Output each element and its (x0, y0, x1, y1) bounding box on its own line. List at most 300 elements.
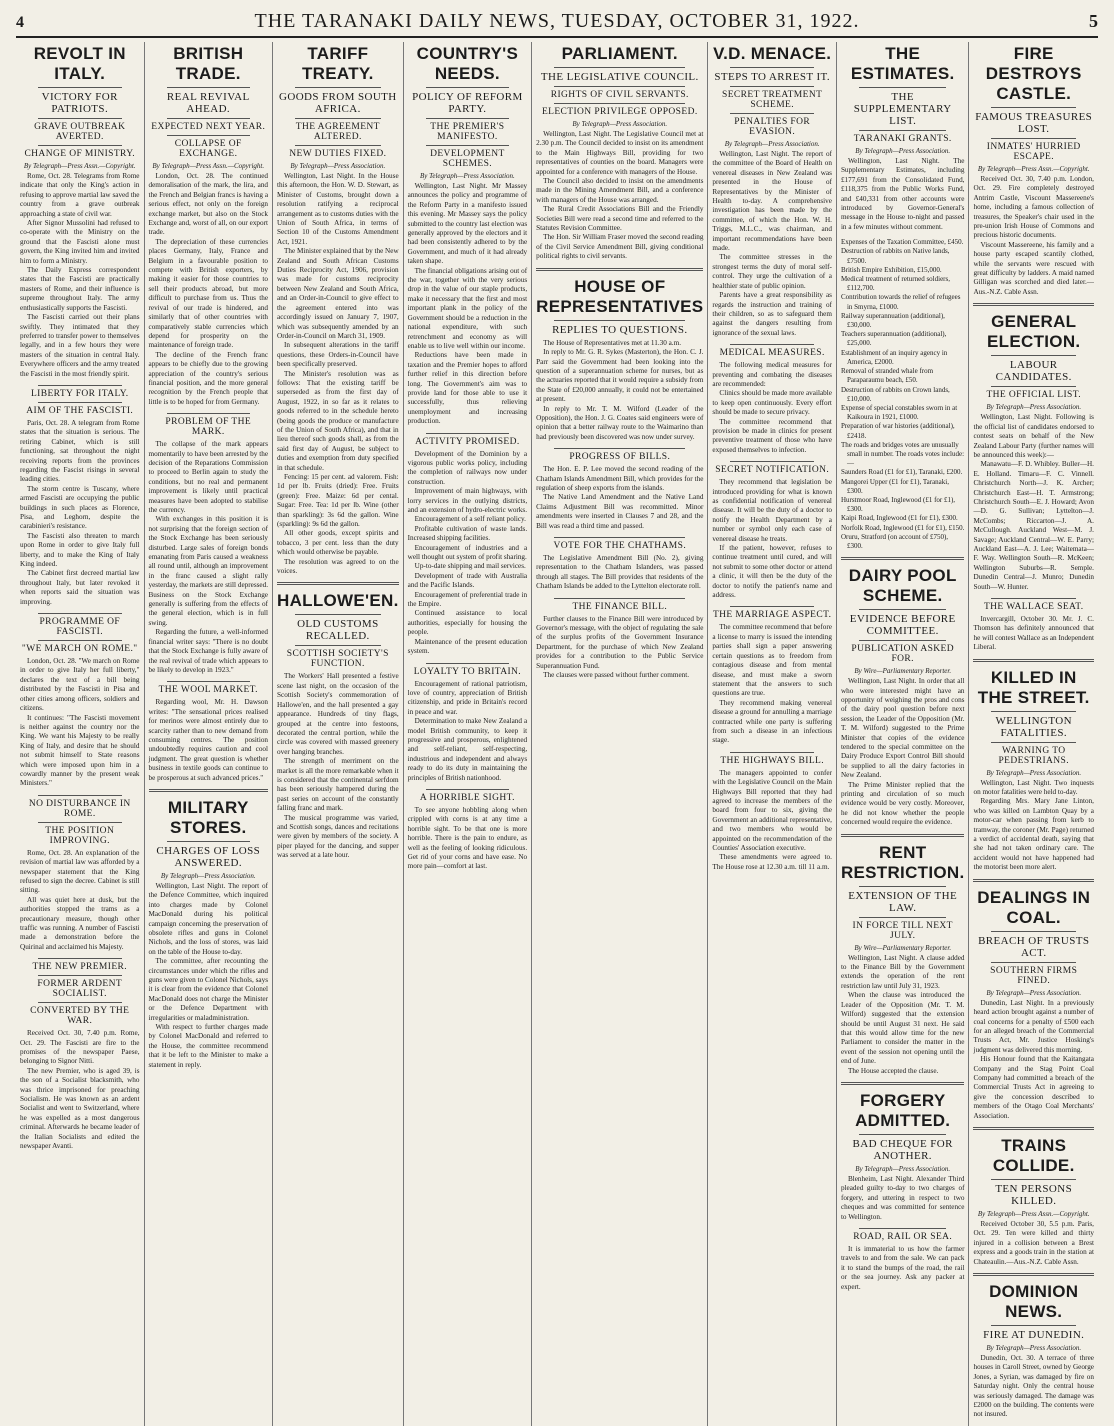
paragraph: In reply to Mr. G. R. Sykes (Masterton), the Hon. C. J. Parr said the Government had been looking into the question of a superannuation scheme for nurses, but as the actuaries reported that it would require a subsidy from the State of £20,000 annually, it could not be entertained at present. (536, 348, 704, 404)
story-divider (841, 834, 965, 837)
story (536, 537, 703, 592)
masthead-left-number: 4 (16, 14, 24, 31)
paragraph: The Fascisti carried out their plans swiftly. They intimated that they preferred to transfer power to themselves legally, and in a few hours they were masters of the situation in central Italy. Everywhere officers and the army treated the Fascisti in the most friendly spirit. (20, 313, 140, 378)
paragraph: It is immaterial to us how the farmer travels to and from the sale. We can pack it to stand the bumps of the road, the rail or the sea journey. Ask any packer at expert. (840, 1244, 965, 1291)
story (20, 613, 140, 789)
story (20, 385, 140, 607)
story (973, 598, 1094, 653)
list-item: Mangorei Upper (£1 for £1), Taranaki, £300. (840, 477, 949, 495)
paragraph: Up-to-date shipping and mail services. (414, 562, 526, 571)
paragraph: His Honour found that the Kaitangata Company and the Stag Point Coal Company had committed a breach of the Commercial Trusts Act in agreeing to give the concession described to members of the Otago Coal Merchants' Association. (973, 1055, 1094, 1120)
story (149, 681, 269, 783)
story-subhead: REAL REVIVAL AHEAD. (166, 91, 250, 115)
story-subhead: NO DISTURBANCE IN ROME. (28, 798, 131, 819)
story-body (408, 680, 528, 783)
paragraph: When the clause was introduced the Leader of the Opposition (Mr. T. M. Wilford) suggested that the extension should be until August 31 next. He said that this would allow time for the new Parliament to consider the matter in the event of the session not opening until the end of June. (840, 991, 965, 1066)
story-body (536, 465, 703, 531)
story-body (149, 882, 269, 1070)
subhead-rule (38, 402, 122, 403)
paragraph: Development of trade with Australia and the Pacific Islands. (407, 571, 528, 590)
story-subhead: OLD CUSTOMS RECALLED. (297, 618, 379, 643)
story-subhead: PROGRAMME OF FASCISTI. (39, 617, 121, 638)
subhead-rule (38, 975, 122, 976)
paragraph: The managers appointed to confer with the Legislative Council on the Main Highways Bill reported that they had agreed to increase the members of the board from four to six, giving the Government an additional representative, and two members who would be appointed on the recommendation of the Counties' Association executive. (712, 768, 832, 852)
story (20, 958, 140, 1151)
paragraph: The depreciation of these currencies places Germany, Italy, France and Belgium in a favourable position to compete with British exporters, by making it easier for those countries to sell their products abroad, but more difficult to purchase from us. Thus the revival of our trade is hindered, and similarly that of other countries with comparatively stable currencies which depend for prosperity on the maintenance of foreign trade. (148, 237, 269, 350)
story-body (536, 339, 703, 442)
story-subhead: RIGHTS OF CIVIL SERVANTS. (550, 90, 689, 100)
story (973, 1127, 1094, 1267)
subhead-rule (38, 118, 122, 119)
story (973, 44, 1094, 297)
story-subhead: FORMER ARDENT SOCIALIST. (37, 979, 123, 1000)
story (712, 461, 832, 600)
story (149, 413, 269, 675)
story-divider (973, 1127, 1094, 1130)
paragraph: Regarding wool, Mr. H. Dawson writes: "The sensational prices realised for merinos were almost entirely due to scarcity rather than to new demand from consuming centres. The position undoubtedly requires caution and cool judgment. The great question is whether business in textile goods can continue to be prosperous at such advanced prices." (148, 698, 269, 782)
story-subhead: WARNING TO PEDESTRIANS. (998, 745, 1069, 766)
story-subhead: DEVELOPMENT SCHEMES. (430, 149, 505, 169)
paragraph: If the patient, however, refuses to continue treatment until cured, and will not submit to some other doctor or attend a clinic, it will then be the duty of the doctor to notify the patient's name and address. (712, 544, 832, 600)
subhead-rule (730, 86, 814, 87)
story-headline: THE ESTIMATES. (850, 44, 955, 83)
story-subhead: THE OFFICIAL LIST. (986, 390, 1081, 401)
subhead-rule (730, 606, 814, 607)
story-body (973, 779, 1094, 873)
story-body (841, 157, 965, 232)
paragraph: The new Premier, who is aged 39, is the son of a Socialist blacksmith, who was thrice imprisoned for preaching Socialism. He was known as an ardent Socialist and went to Switzerland, where he was expelled as a most dangerous criminal. Afterwards he became leader of the Italian Socialists and edited the newspaper Avanti. (20, 1066, 140, 1151)
paragraph: The Minister's resolution was as follows: That the existing tariff be superseded as from the first day of August, 1922, in so far as it relates to goods referred to in the schedule hereto (being goods the produce or manufacture of the Union of South Africa), and that in lieu thereof such goods shall, as from the said first day of August, be subject to duties and exemption from duty specified in that schedule. (277, 369, 399, 472)
subhead-rule (554, 103, 685, 104)
paragraph: Wellington, Last Night. The report of the committee of the Board of Health on venereal diseases in New Zealand was presented in the House of Representatives by the Minister of Health to-day. A comprehensive investigation has been made by the committee, of which the Hon. W. H. Triggs, M.L.C., was chairman, and important recommendations have been made. (712, 150, 832, 253)
subhead-rule (295, 645, 381, 646)
subhead-rule (859, 886, 947, 887)
subhead-rule (426, 118, 510, 119)
story-body (408, 182, 528, 427)
subhead-rule (38, 87, 122, 88)
paragraph: It continues: "The Fascisti movement is neither against the country nor the King. We want his Majesty to be really King of Italy, and desire that he should not submit himself to State reasons which were imposed upon him in a cowardly manner by the present weak Ministers." (20, 713, 140, 788)
story-subhead: THE HIGHWAYS BILL. (720, 755, 825, 766)
list-item: Contribution towards the relief of refugees in Smyrna, £1000. (840, 293, 961, 311)
paragraph: Dunedin, Last Night. In a previously heard action brought against a number of coal concerns for a penalty of £500 each for an alleged breach of the Commercial Trusts Act, Mr. Justice Hosking's judgment was delivered this morning. (973, 998, 1094, 1054)
paragraph: The clauses were passed without further comment. (543, 671, 690, 680)
paragraph: Encouragement of rational patriotism, love of country, appreciation of British citizenship, and pride in Britain's record in peace and war. (407, 679, 528, 716)
subhead-rule (730, 752, 814, 753)
story (841, 44, 965, 232)
column-4 (404, 42, 533, 1426)
story-body (149, 698, 269, 783)
subhead-rule (730, 67, 814, 68)
paragraph: The committee recommend that before a license to marry is issued the intending parties shall sign a paper answering certain questions as to freedom from contagious disease and from mental disease, and must make a sworn statement that the answers to such questions are true. (712, 623, 832, 698)
story-body (20, 849, 140, 952)
paragraph: The Council also decided to insist on the amendments made in the Mining Amendment Bill, and a conference with managers of the House was arranged. (536, 177, 704, 204)
paragraph: Wellington, Last Night. Mr Massey announces the policy and programme of the Reform Party in a manifesto issued this evening. Mr Massey says the policy submitted to the country last election was generally approved by the electors and it had been consistently adhered to by the Government, and much of it had already taken shape. (407, 182, 528, 266)
story-body (841, 677, 965, 828)
paragraph: London, Oct. 28. "We march on Rome in order to give Italy her full liberty," declares the text of a bill being distributed by the Fascisti in Pisa and other cities among officers, soldiers and citizens. (20, 657, 140, 713)
paragraph: Wellington, Last Night. The Supplementary Estimates, including £177,691 from the Consolidated Fund, £118,375 from the Public Works Fund, and £40,331 from other accounts were introduced by Governor-General's message in the House to-night and passed in a few minutes without comment. (840, 157, 965, 231)
columns (16, 42, 1098, 1419)
paragraph: The Legislative Amendment Bill (No. 2), giving representation to the Chatham Islanders, was passed through all stages. The Bill provides that residents of the Chatham Islands be added to the Lyttelton electorate roll. (536, 554, 704, 591)
story-subhead: EXTENSION OF THE LAW. (848, 889, 958, 914)
subhead-rule (991, 931, 1076, 932)
subhead-rule (167, 87, 251, 88)
story-body (20, 419, 140, 607)
paragraph: The Fascisti also threaten to march upon Rome in order to give Italy full liberty, and to make the King of Italy King indeed. (20, 531, 140, 569)
story-subhead: CHANGE OF MINISTRY. (24, 149, 136, 159)
column-6 (708, 42, 837, 1426)
paragraph: The musical programme was varied, and Scottish songs, dances and recitations were given by members of the society. A piper played for the dancing, and supper was served at a late hour. (277, 813, 399, 860)
story-body (536, 615, 703, 681)
paragraph: Received Oct. 30, 7.40 p.m. London, Oct. 29. Fire completely destroyed Antrim Castle, Viscount Massereene's home, including a famous collection of treasures, the Speaker's chair used in the pre-union Irish House of Commons and precious historic documents. (973, 175, 1094, 240)
dateline: By Telegraph—Press Association. (855, 1164, 951, 1173)
story (408, 663, 528, 783)
paragraph: The committee stresses in the strongest terms the duty of moral self-control. They urge the cultivation of a healthier state of public opinion. (712, 253, 832, 290)
story-body (536, 130, 703, 262)
paragraph: All other goods, except spirits and tobacco, 3 per cent. less than the duty which would otherwise be payable. (277, 529, 399, 557)
subhead-rule (991, 386, 1076, 387)
story-subhead: SOUTHERN FIRMS FINED. (990, 965, 1078, 986)
story-subhead: TEN PERSONS KILLED. (995, 1182, 1073, 1207)
paragraph: The storm centre is Tuscany, where armed Fascisti are occupying the public buildings in such places as Florence, Pisa, and Leghorn, despite the carabinieri's resistance. (20, 484, 140, 531)
story-subhead: THE POSITION IMPROVING. (45, 825, 115, 846)
paragraph: Wellington, Last Night. The report of the Defence Committee, which inquired into charges made by Colonel MacDonald during his political campaign concerning the preservation of obsolete rifles and guns in Colonel Nichols, and the loss of stores, was laid on the table of the House to-day. (148, 881, 269, 956)
subhead-rule (295, 118, 381, 119)
paragraph: The decline of the French franc appears to be chiefly due to the growing appreciation of the country's serious financial position, and the more general recognition by the French people that little is to be hoped for from Germany. (148, 350, 269, 406)
dateline: By Telegraph—Press Association. (986, 403, 1082, 412)
dateline: By Wire—Parliamentary Reporter. (854, 667, 952, 676)
dateline: By Telegraph—Press Association. (724, 140, 820, 148)
story-headline: FIRE DESTROYS CASTLE. (985, 44, 1082, 103)
paragraph: The Rural Credit Associations Bill and the Friendly Societies Bill were read a second time and referred to the Statutes Revision Committee. (536, 205, 704, 233)
page-number: 5 (1089, 11, 1098, 31)
story-divider (841, 557, 965, 560)
dateline: By Telegraph—Press Assn.—Copyright. (152, 162, 265, 170)
story (536, 448, 703, 531)
story-headline: HALLOWE'EN. (277, 591, 399, 611)
story-subhead: LOYALTY TO BRITAIN. (413, 666, 522, 677)
paragraph: The Minister explained that by the New Zealand and South African Customs Duties Reciprocity Act, 1906, provision was made for customs reciprocity between New Zealand and South Africa, and an Order-in-Council to give effect to the agreement entered into was accordingly issued on January 7, 1907, which was subsequently amended by an Order-in-Council on March 31, 1909. (277, 247, 399, 340)
story-subhead: CHARGES OF LOSS ANSWERED. (156, 844, 261, 869)
story (20, 44, 140, 379)
story-subhead: TARANAKI GRANTS. (853, 134, 952, 144)
paragraph: In subsequent alterations in the tariff questions, these Orders-in-Council have been specifically preserved. (277, 341, 399, 369)
story-body (841, 1175, 965, 1222)
paragraph: Regarding the future, a well-informed financial writer says: "There is no doubt that the Stock Exchange is fully aware of the real revival of trade which appears to be likely to develop in 1923." (148, 628, 269, 674)
story-subhead: WELLINGTON FATALITIES. (995, 714, 1072, 739)
paragraph: In reply to Mr. T. M. Wilford (Leader of the Opposition), the Hon. J. G. Coates said engineers were of opinion that a better railway route to the Waimarino than had previously been discovered was now under survey. (536, 404, 704, 441)
story-subhead: LABOUR CANDIDATES. (995, 359, 1072, 384)
story-subhead: ROAD, RAIL OR SEA. (853, 1231, 953, 1242)
paragraph: Wellington, Last Night. Two inquests on motor fatalities were held to-day. (973, 778, 1094, 797)
masthead (16, 10, 1098, 38)
subhead-rule (38, 613, 122, 614)
story (536, 44, 703, 262)
story-subhead: CONVERTED BY THE WAR. (30, 1006, 130, 1027)
story-headline: BRITISH TRADE. (173, 44, 244, 83)
subhead-rule (38, 145, 122, 146)
story-body (712, 361, 832, 455)
story-subhead: THE NEW PREMIER. (32, 962, 128, 973)
subhead-rule (554, 598, 685, 599)
dateline: By Telegraph—Press Association. (572, 120, 668, 128)
paragraph: The Cabinet first decreed martial law throughout Italy, but later revoked it when reports said the situation was improving. (20, 569, 140, 606)
paragraph: Received Oct. 30, 7.40 p.m. Rome, Oct. 29. The Fascisti are fire to the promises of the newspaper Paese, belonging to Signor Nitti. (20, 1029, 140, 1066)
story-divider (536, 268, 703, 271)
paragraph: The collapse of the mark appears momentarily to have been arrested by the decision of the Reparations Commission to proceed to Berlin again to study the conditions, but no real and permanent improvement is likely until practical measures have been adopted to stabilise the currency. (148, 440, 269, 514)
paragraph: The Hon. E. P. Lee moved the second reading of the Chatham Islands Amendment Bill, which provides for the regulation of sheep exports from the islands. (536, 465, 704, 492)
list-item: Kaipi Road, Inglewood (£1 for £1), £300. (840, 514, 958, 523)
story-subhead: PROBLEM OF THE MARK. (165, 417, 252, 438)
story (712, 752, 832, 872)
story-body (712, 769, 832, 872)
subhead-rule (859, 87, 947, 88)
story-headline: DOMINION NEWS. (989, 1282, 1079, 1321)
story-body (20, 172, 140, 379)
subhead-rule (295, 145, 381, 146)
paragraph: Development of the Dominion by a vigorous public works policy, including the completion of railways now under construction. (407, 449, 528, 486)
list-item: British Empire Exhibition, £15,000. (840, 265, 942, 274)
story-subhead: THE AGREEMENT ALTERED. (295, 122, 380, 142)
dateline: By Telegraph—Press Association. (160, 871, 256, 880)
subhead-rule (167, 841, 251, 842)
list-item: Destruction of rabbits on Native lands, £7500. (840, 247, 950, 265)
story-headline: TARIFF TREATY. (301, 44, 374, 83)
story (841, 1082, 965, 1222)
column-7 (837, 42, 970, 1426)
story (841, 1228, 965, 1292)
story-subhead: IN FORCE TILL NEXT JULY. (852, 920, 953, 941)
story-subhead: BREACH OF TRUSTS ACT. (978, 934, 1090, 959)
story-body (712, 623, 832, 745)
paragraph: Clinics should be made more available to keep open continuously. Every effort should be made to secure privacy. (712, 389, 832, 417)
story-subhead: MEDICAL MEASURES. (719, 348, 825, 359)
paragraph: Rome, Oct. 28. An explanation of the revision of martial law was afforded by a newspaper statement that the King refused to sign the decree. Cabinet is still sitting. (20, 848, 140, 895)
story (973, 879, 1094, 1121)
story-subhead: REPLIES TO QUESTIONS. (552, 323, 688, 336)
paragraph: Regarding Mrs. Mary Jane Linton, who was killed on Lambton Quay by a motor-car when passing from kerb to tramway, the coroner (Mr. Page) returned a verdict of accidental death, saying that she had not taken ordinary care. The accident would not have happened had the motorist been more alert. (973, 797, 1094, 872)
subhead-rule (991, 107, 1076, 108)
story (277, 44, 399, 576)
paragraph: Maintenance of the present education system. (407, 637, 528, 656)
list-item: Medical treatment of returned soldiers, £112,700. (840, 275, 950, 293)
subhead-rule (859, 609, 947, 610)
paragraph: They recommend that legislation be introduced providing for what is known as confidential notification of venereal disease. It will be the duty of a doctor to notify the Health Department by a number or symbol only each case of venereal disease he treats. (712, 478, 832, 543)
story (973, 303, 1094, 592)
paragraph: The committee, after recounting the circumstances under which the rifles and guns were given to Colonel Nichols, says it is clear from the evidence that Colonel MacDonald does not charge the Minister or the Defence Department with irregularities or maladministration. (148, 957, 269, 1022)
column-1 (16, 42, 145, 1426)
story-body (973, 615, 1094, 653)
paragraph: Encouragement of preferential trade in the Empire. (407, 590, 528, 609)
story-subhead: VICTORY FOR PATRIOTS. (41, 91, 118, 115)
story (841, 834, 965, 1076)
paragraph: Manawatu—F. D. Whibley. Buller—H. E. Holland. Timaru—F. C. Vinnell. Christchurch North—J. K. Archer; Christchurch East—H. T. Armstrong; Christchurch South—E. J. Howard; Avon—D. G. Sullivan; Lyttelton—J. McCombs; Riccarton—J. A. McCullough. Auckland West—M. J. Savage; Auckland Central—W. E. Parry; Auckland East—A. J. Lee; Waitemata—F. Way. Wellington South—R. McKeen; Wellington Suburbs—R. Semple. Dunedin Central—J. Munro; Dunedin South—W. Hunter. (973, 460, 1094, 591)
paragraph: They recommend making venereal disease a ground for annulling a marriage contracted while one party is suffering from such a disease in an infectious stage. (712, 698, 832, 745)
subhead-rule (426, 87, 510, 88)
dateline: By Telegraph—Press Association. (986, 768, 1082, 777)
paragraph: Determination to make New Zealand a model British community, to keep it progressive and prosperous, enlightened and self-reliant, self-respecting, industrious and independent and always ready to do its duty in maintaining the principles of British nationhood. (407, 717, 528, 782)
story (841, 238, 965, 551)
subhead-rule (991, 1179, 1076, 1180)
paragraph: Profitable cultivation of waste lands. Increased shipping facilities. (407, 524, 528, 543)
story (841, 557, 965, 828)
paragraph: These amendments were agreed to. The House rose at 12.30 a.m. till 11 a.m. (712, 853, 832, 871)
story (149, 44, 269, 407)
subhead-rule (554, 448, 685, 449)
story (408, 433, 528, 657)
paragraph: Rome, Oct. 28. Telegrams from Rome indicate that only the King's action in refusing to approve martial law saved the country from a grave outbreak approaching a state of civil war. (20, 172, 140, 218)
paragraph: The financial obligations arising out of the war, together with the very serious drop in the value of our staple products, make it necessary that the first and most important plank in the policy of the Government should be a reduction in the national expenditure, with such retrenchment and economy as will enable us to live well within our income. (407, 266, 528, 350)
story-subhead: EXPECTED NEXT YEAR. (151, 122, 266, 132)
story-body (408, 450, 528, 657)
story-body (973, 999, 1094, 1121)
subhead-rule (38, 958, 122, 959)
subhead-rule (991, 138, 1076, 139)
list-item: Establishment of an inquiry agency in America, £2000. (840, 348, 948, 366)
dateline: By Wire—Parliamentary Reporter. (854, 943, 952, 952)
story-headline: FORGERY ADMITTED. (855, 1090, 951, 1130)
paragraph: After Signor Mussolini had refused to co-operate with the Ministry on the ground that the Fascisti alone must govern, the King invited him and invited him to form a Ministry. (20, 219, 140, 265)
story-headline: V.D. MENACE. (713, 44, 832, 63)
story (20, 795, 140, 952)
subhead-rule (991, 962, 1076, 963)
subhead-rule (38, 795, 122, 796)
story-headline: PARLIAMENT. (561, 44, 678, 63)
story-headline: DEALINGS IN COAL. (977, 887, 1091, 927)
story-body (149, 172, 269, 407)
story-subhead: THE PREMIER'S MANIFESTO. (430, 122, 505, 142)
dateline: By Telegraph—Press Association. (290, 162, 386, 170)
subhead-rule (554, 67, 685, 68)
column-8 (969, 42, 1098, 1426)
story-subhead: A HORRIBLE SIGHT. (419, 792, 515, 803)
story-headline: REVOLT IN ITALY. (33, 44, 126, 83)
subhead-rule (991, 355, 1076, 356)
subhead-rule (730, 344, 814, 345)
paragraph: Encouragement of a self reliant policy. (414, 515, 526, 524)
story-body (149, 440, 269, 675)
paragraph: Parents have a great responsibility as regards the instruction and training of their children, so as to safeguard them against the dangers resulting from ignorance of the sexual laws. (712, 291, 832, 337)
paragraph: The committee recommend that provision be made in clinics for present preventive treatment of those who have exposed themselves to infection. (712, 417, 832, 454)
story-subhead: INMATES' HURRIED ESCAPE. (986, 142, 1081, 162)
story-subhead: PROGRESS OF BILLS. (569, 452, 671, 463)
story-body (973, 413, 1094, 592)
story-headline: HOUSE OF REPRESENTATIVES (536, 276, 704, 316)
story-subhead: "WE MARCH ON ROME." (21, 644, 138, 655)
subhead-rule (730, 113, 814, 114)
subhead-rule (554, 86, 685, 87)
story-subhead: SECRET NOTIFICATION. (715, 465, 830, 476)
subhead-rule (167, 135, 251, 136)
story-headline: MILITARY STORES. (167, 797, 249, 837)
story (277, 582, 399, 860)
masthead-title: THE TARANAKI DAILY NEWS, TUESDAY, OCTOBER 31, 1922. (254, 10, 860, 32)
paragraph: Encouragement of industries and a well thought out system of profit sharing. (407, 543, 528, 562)
subhead-rule (554, 320, 685, 321)
story-divider (973, 1273, 1094, 1276)
paragraph: With respect to further charges made by Colonel MacDonald and referred to the House, the committee recommend that it be left to the Minister to make a statement in reply. (148, 1023, 269, 1069)
subhead-rule (295, 87, 381, 88)
subhead-rule (426, 663, 510, 664)
subhead-rule (991, 711, 1076, 712)
story-subhead: NEW DUTIES FIXED. (289, 149, 387, 159)
subhead-rule (426, 789, 510, 790)
paragraph: All was quiet here at dusk, but the authorities stopped the trams as a precautionary measure, though other traffic was running. A number of Fascisti made a demonstration before the Quirinal and acclaimed his Majesty. (20, 895, 140, 951)
subhead-rule (991, 742, 1076, 743)
story (408, 789, 528, 872)
story (536, 268, 703, 442)
story-subhead: FAMOUS TREASURES LOST. (975, 111, 1093, 135)
story-subhead: STEPS TO ARREST IT. (714, 71, 830, 83)
list-item: Preparation of war histories (additional), £2418. (840, 422, 955, 440)
paragraph: Wellington, Last Night. Following is the official list of candidates endorsed to contest seats on behalf of the New Zealand Labour Party (further names will be announced this week):— (973, 413, 1094, 459)
paragraph: The Workers' Hall presented a festive scene last night, on the occasion of the Scottish Society's commemoration of Hallowe'en, and the hall presented a gay appearance. Hundreds of tiny flags, grouped at the centre into festoons, decorated the central portion, while the circle was covered with massed greenery over hanging branches. (277, 672, 399, 756)
story-subhead: PUBLICATION ASKED FOR. (851, 644, 955, 665)
paragraph: With exchanges in this position it is not surprising that the foreign section of the Stock Exchange has been seriously disturbed. Large sales of foreign bonds emanating from Paris caused a weakness all round until, although an improvement in the franc caused a slight rally yesterday, the markets are still depressed. Business on the Stock Exchange generally is suffering from the effects of the general election, which is in full swing. (148, 515, 269, 627)
subhead-rule (426, 433, 510, 434)
paragraph: The Native Land Amendment and the Native Land Claims Adjustment Bill was recommitted. Minor amendments were inserted in Clauses 7 and 28, and the Bill was read a third time and passed. (536, 493, 704, 530)
column-2 (145, 42, 274, 1426)
list-item: Oruru, Stratford (on account of £750), £300. (840, 532, 949, 550)
subhead-rule (859, 917, 947, 918)
paragraph: London, Oct. 28. The continued demoralisation of the mark, the lira, and the French and Belgian francs is having a serious effect, not only on the foreign exchange market, but also on the Stock Exchange and, worst of all, on our export trade. (148, 172, 269, 237)
story-subhead: SECRET TREATMENT SCHEME. (722, 90, 823, 110)
story (712, 606, 832, 745)
story-body (20, 1029, 140, 1151)
story-subhead: VOTE FOR THE CHATHAMS. (553, 541, 687, 551)
paragraph: The Prime Minister replied that the printing and circulation of so much evidence would be very costly. Moreover, he did not know whether the people concerned would require the evidence. (840, 780, 965, 827)
story (149, 789, 269, 1070)
paragraph: Viscount Massereene, his family and a house party escaped scantily clothed, while the servants were rescued with great difficulty by ladders. A maid named Gilligan was scorched and died later.—Aus.-N.Z. Cable Assn. (973, 240, 1094, 296)
dateline: By Telegraph—Press Assn.—Copyright. (23, 162, 136, 170)
story-headline: GENERAL ELECTION. (987, 312, 1081, 352)
paragraph: Wellington, Last Night. In order that all who were interested might have an opportunity of weighing the pros and cons of the dairy pool question before next session, the Leader of the Opposition (Mr. T. M. Wilford) suggested to the Prime Minister that copies of the evidence tendered to the special committee on the Dairy Produce Export Control Bill should be supplied to all the dairy factories in New Zealand. (840, 677, 965, 780)
list-item: Destruction of rabbits on Crown lands, £10,000. (840, 385, 950, 403)
story-body (277, 672, 399, 860)
paragraph: Wellington, Last Night. A clause added to the Finance Bill by the Government extends the operation of the rent restriction law until July 31, 1923. (840, 953, 965, 990)
story-subhead: FIRE AT DUNEDIN. (983, 1329, 1085, 1341)
list-item: The roads and bridges votes are unusually small in number. The roads votes include:— (840, 440, 965, 468)
list-item: Saunders Road (£1 for £1), Taranaki, £200. (840, 468, 963, 477)
estimate-list (841, 238, 965, 551)
paragraph: Continued assistance to local authorities, especially for housing the people. (407, 609, 528, 637)
story-subhead: BAD CHEQUE FOR ANOTHER. (852, 1137, 953, 1162)
subhead-rule (38, 1002, 122, 1003)
paragraph: Dunedin, Oct. 30. A terrace of three houses in Caroll Street, owned by George Jones, a Syrian, was damaged by fire on Saturday night. Only the central house was seriously damaged. The damage was £2000 on the building. The contents were not insured. (973, 1354, 1094, 1419)
story-body (712, 150, 832, 338)
subhead-rule (859, 1134, 947, 1135)
paragraph: Blenheim, Last Night. Alexander Third pleaded guilty to-day to two charges of forgery, and uttering in respect to two cheques and was committed for sentence to Wellington. (840, 1174, 965, 1221)
subhead-rule (167, 681, 251, 682)
list-item: Teachers superannuation (additional), £25,000. (840, 330, 947, 348)
story-subhead: THE WALLACE SEAT. (983, 602, 1084, 612)
story-divider (149, 789, 269, 792)
story-headline: DAIRY POOL SCHEME. (848, 566, 957, 606)
story-divider (973, 303, 1094, 306)
subhead-rule (38, 822, 122, 823)
subhead-rule (859, 130, 947, 131)
paragraph: Improvement of main highways, with lorry services in the outlying districts, and an extension of hydro-electric works. (407, 487, 528, 514)
story-subhead: THE SUPPLEMENTARY LIST. (853, 91, 952, 127)
story-headline: RENT RESTRICTION. (840, 842, 965, 882)
subhead-rule (991, 1325, 1076, 1326)
paragraph: Further clauses to the Finance Bill were introduced by Governor's message, with the object of regulating the sale of the surplus profits of the Government Insurance Department, for the purchase of which New Zealand provides for a contribution to the Public Service Superannuation Fund. (536, 614, 704, 670)
paragraph: Fencing: 15 per cent. ad valorem. Fish: 1d per lb. Fruits (dried): Free. Fruits (green): Free. Maize: 6d per cental. Sugar: Free. Tea: 1d per lb. Wine (other than sparkling): 3s 6d the gallon. Wine (sparkling): 9s 6d the gallon. (277, 473, 399, 529)
dateline: By Telegraph—Press Association. (986, 1344, 1082, 1352)
story-subhead: PENALTIES FOR EVASION. (734, 117, 811, 137)
list-item: Hurstmoor Road, Inglewood (£1 for £1), £300. (840, 495, 956, 514)
story-headline: COUNTRY'S NEEDS. (416, 44, 519, 83)
list-item: Expense of special constables sworn in at Kaikoura in 1921, £1000. (840, 403, 958, 422)
